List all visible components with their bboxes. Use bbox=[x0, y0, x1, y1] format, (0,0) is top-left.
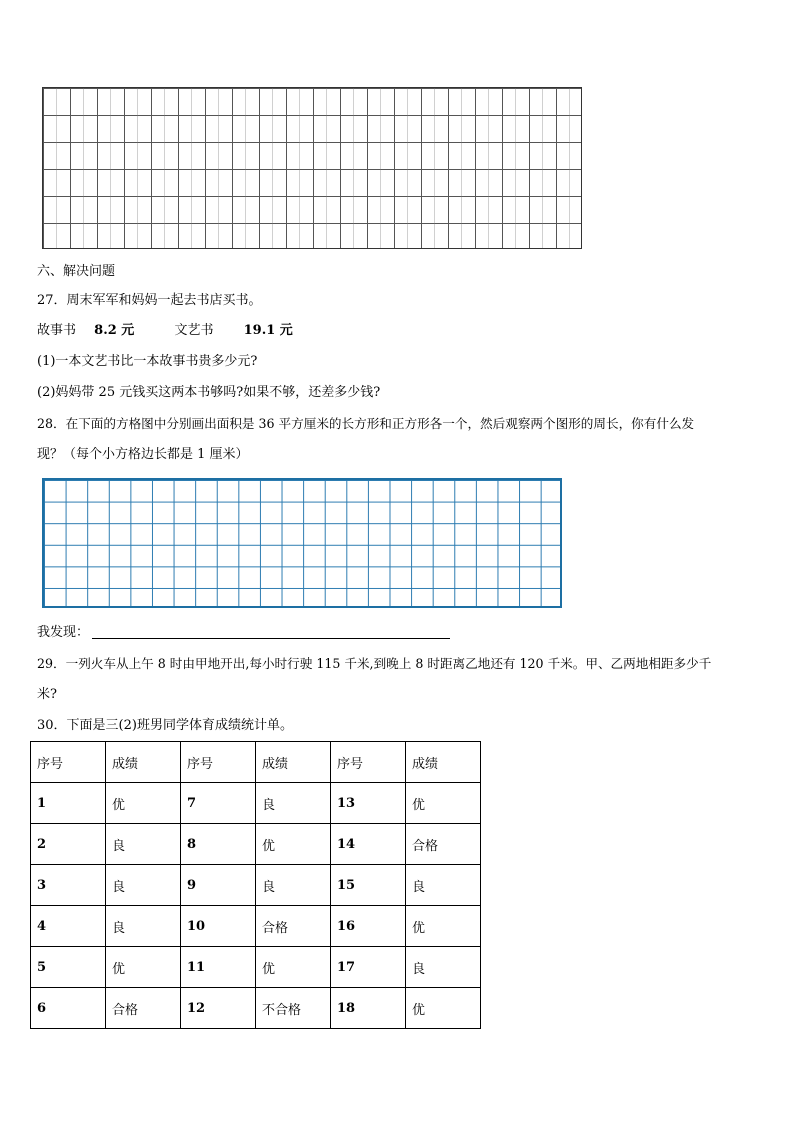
table-cell: 2 bbox=[31, 824, 106, 865]
table-cell: 7 bbox=[181, 783, 256, 824]
table-cell: 合格 bbox=[256, 906, 331, 947]
square-grid[interactable] bbox=[42, 478, 562, 608]
table-cell: 5 bbox=[31, 947, 106, 988]
table-cell: 合格 bbox=[106, 988, 181, 1029]
table-cell: 17 bbox=[331, 947, 406, 988]
table-cell: 11 bbox=[181, 947, 256, 988]
table-cell: 4 bbox=[31, 906, 106, 947]
q27-sub2: (2)妈妈带 25 元钱买这两本书够吗?如果不够，还差多少钱? bbox=[37, 385, 381, 400]
header-cell: 序号 bbox=[331, 742, 406, 783]
q30-stem: 30．下面是三(2)班男同学体育成绩统计单。 bbox=[37, 718, 293, 733]
table-cell: 1 bbox=[31, 783, 106, 824]
table-cell: 3 bbox=[31, 865, 106, 906]
table-cell: 14 bbox=[331, 824, 406, 865]
section-title: 六、解决问题 bbox=[37, 264, 116, 279]
table-cell: 合格 bbox=[406, 824, 481, 865]
q28-line2: 现？（每个小方格边长都是 1 厘米） bbox=[37, 447, 249, 462]
table-cell: 良 bbox=[256, 783, 331, 824]
book1-price: 8.2 元 bbox=[94, 323, 135, 338]
writing-grid bbox=[42, 87, 582, 249]
table-cell: 优 bbox=[406, 988, 481, 1029]
table-cell: 12 bbox=[181, 988, 256, 1029]
table-cell: 优 bbox=[106, 947, 181, 988]
table-row bbox=[31, 824, 481, 865]
table-cell: 8 bbox=[181, 824, 256, 865]
q27-sub1: (1)一本文艺书比一本故事书贵多少元? bbox=[37, 354, 258, 369]
book2-name: 文艺书 bbox=[174, 323, 214, 338]
scores-table bbox=[30, 741, 481, 1029]
table-cell: 良 bbox=[406, 947, 481, 988]
table-row bbox=[31, 783, 481, 824]
book2-price: 19.1 元 bbox=[243, 323, 293, 338]
table-header-row bbox=[31, 742, 481, 783]
table-cell: 不合格 bbox=[256, 988, 331, 1029]
table-cell: 13 bbox=[331, 783, 406, 824]
table-cell: 优 bbox=[406, 783, 481, 824]
finding-label: 我发现： bbox=[37, 625, 90, 640]
header-cell: 成绩 bbox=[256, 742, 331, 783]
table-cell: 良 bbox=[106, 906, 181, 947]
table-cell: 优 bbox=[256, 824, 331, 865]
header-cell: 序号 bbox=[31, 742, 106, 783]
header-cell: 序号 bbox=[181, 742, 256, 783]
table-row bbox=[31, 988, 481, 1029]
book1-name: 故事书 bbox=[37, 323, 77, 338]
table-cell: 优 bbox=[256, 947, 331, 988]
table-row bbox=[31, 865, 481, 906]
table-row bbox=[31, 906, 481, 947]
table-cell: 10 bbox=[181, 906, 256, 947]
table-cell: 18 bbox=[331, 988, 406, 1029]
table-cell: 优 bbox=[406, 906, 481, 947]
table-cell: 优 bbox=[106, 783, 181, 824]
table-cell: 良 bbox=[406, 865, 481, 906]
table-cell: 16 bbox=[331, 906, 406, 947]
table-cell: 6 bbox=[31, 988, 106, 1029]
table-cell: 良 bbox=[106, 824, 181, 865]
q29-line1: 29．一列火车从上午 8 时由甲地开出,每小时行驶 115 千米,到晚上 8 时距离乙地还有 120 千米。甲、乙两地相距多少千 bbox=[37, 656, 712, 671]
table-cell: 良 bbox=[256, 865, 331, 906]
header-cell: 成绩 bbox=[106, 742, 181, 783]
q29-line2: 米? bbox=[37, 687, 57, 702]
q27-stem: 27．周末军军和妈妈一起去书店买书。 bbox=[37, 293, 262, 308]
table-cell: 15 bbox=[331, 865, 406, 906]
table-row bbox=[31, 947, 481, 988]
finding-answer-line[interactable] bbox=[92, 638, 450, 639]
header-cell: 成绩 bbox=[406, 742, 481, 783]
table-cell: 9 bbox=[181, 865, 256, 906]
q28-line1: 28．在下面的方格图中分别画出面积是 36 平方厘米的长方形和正方形各一个，然后观察两个图形的周长，你有什么发 bbox=[37, 416, 695, 431]
table-cell: 良 bbox=[106, 865, 181, 906]
q27-prices bbox=[37, 323, 293, 339]
